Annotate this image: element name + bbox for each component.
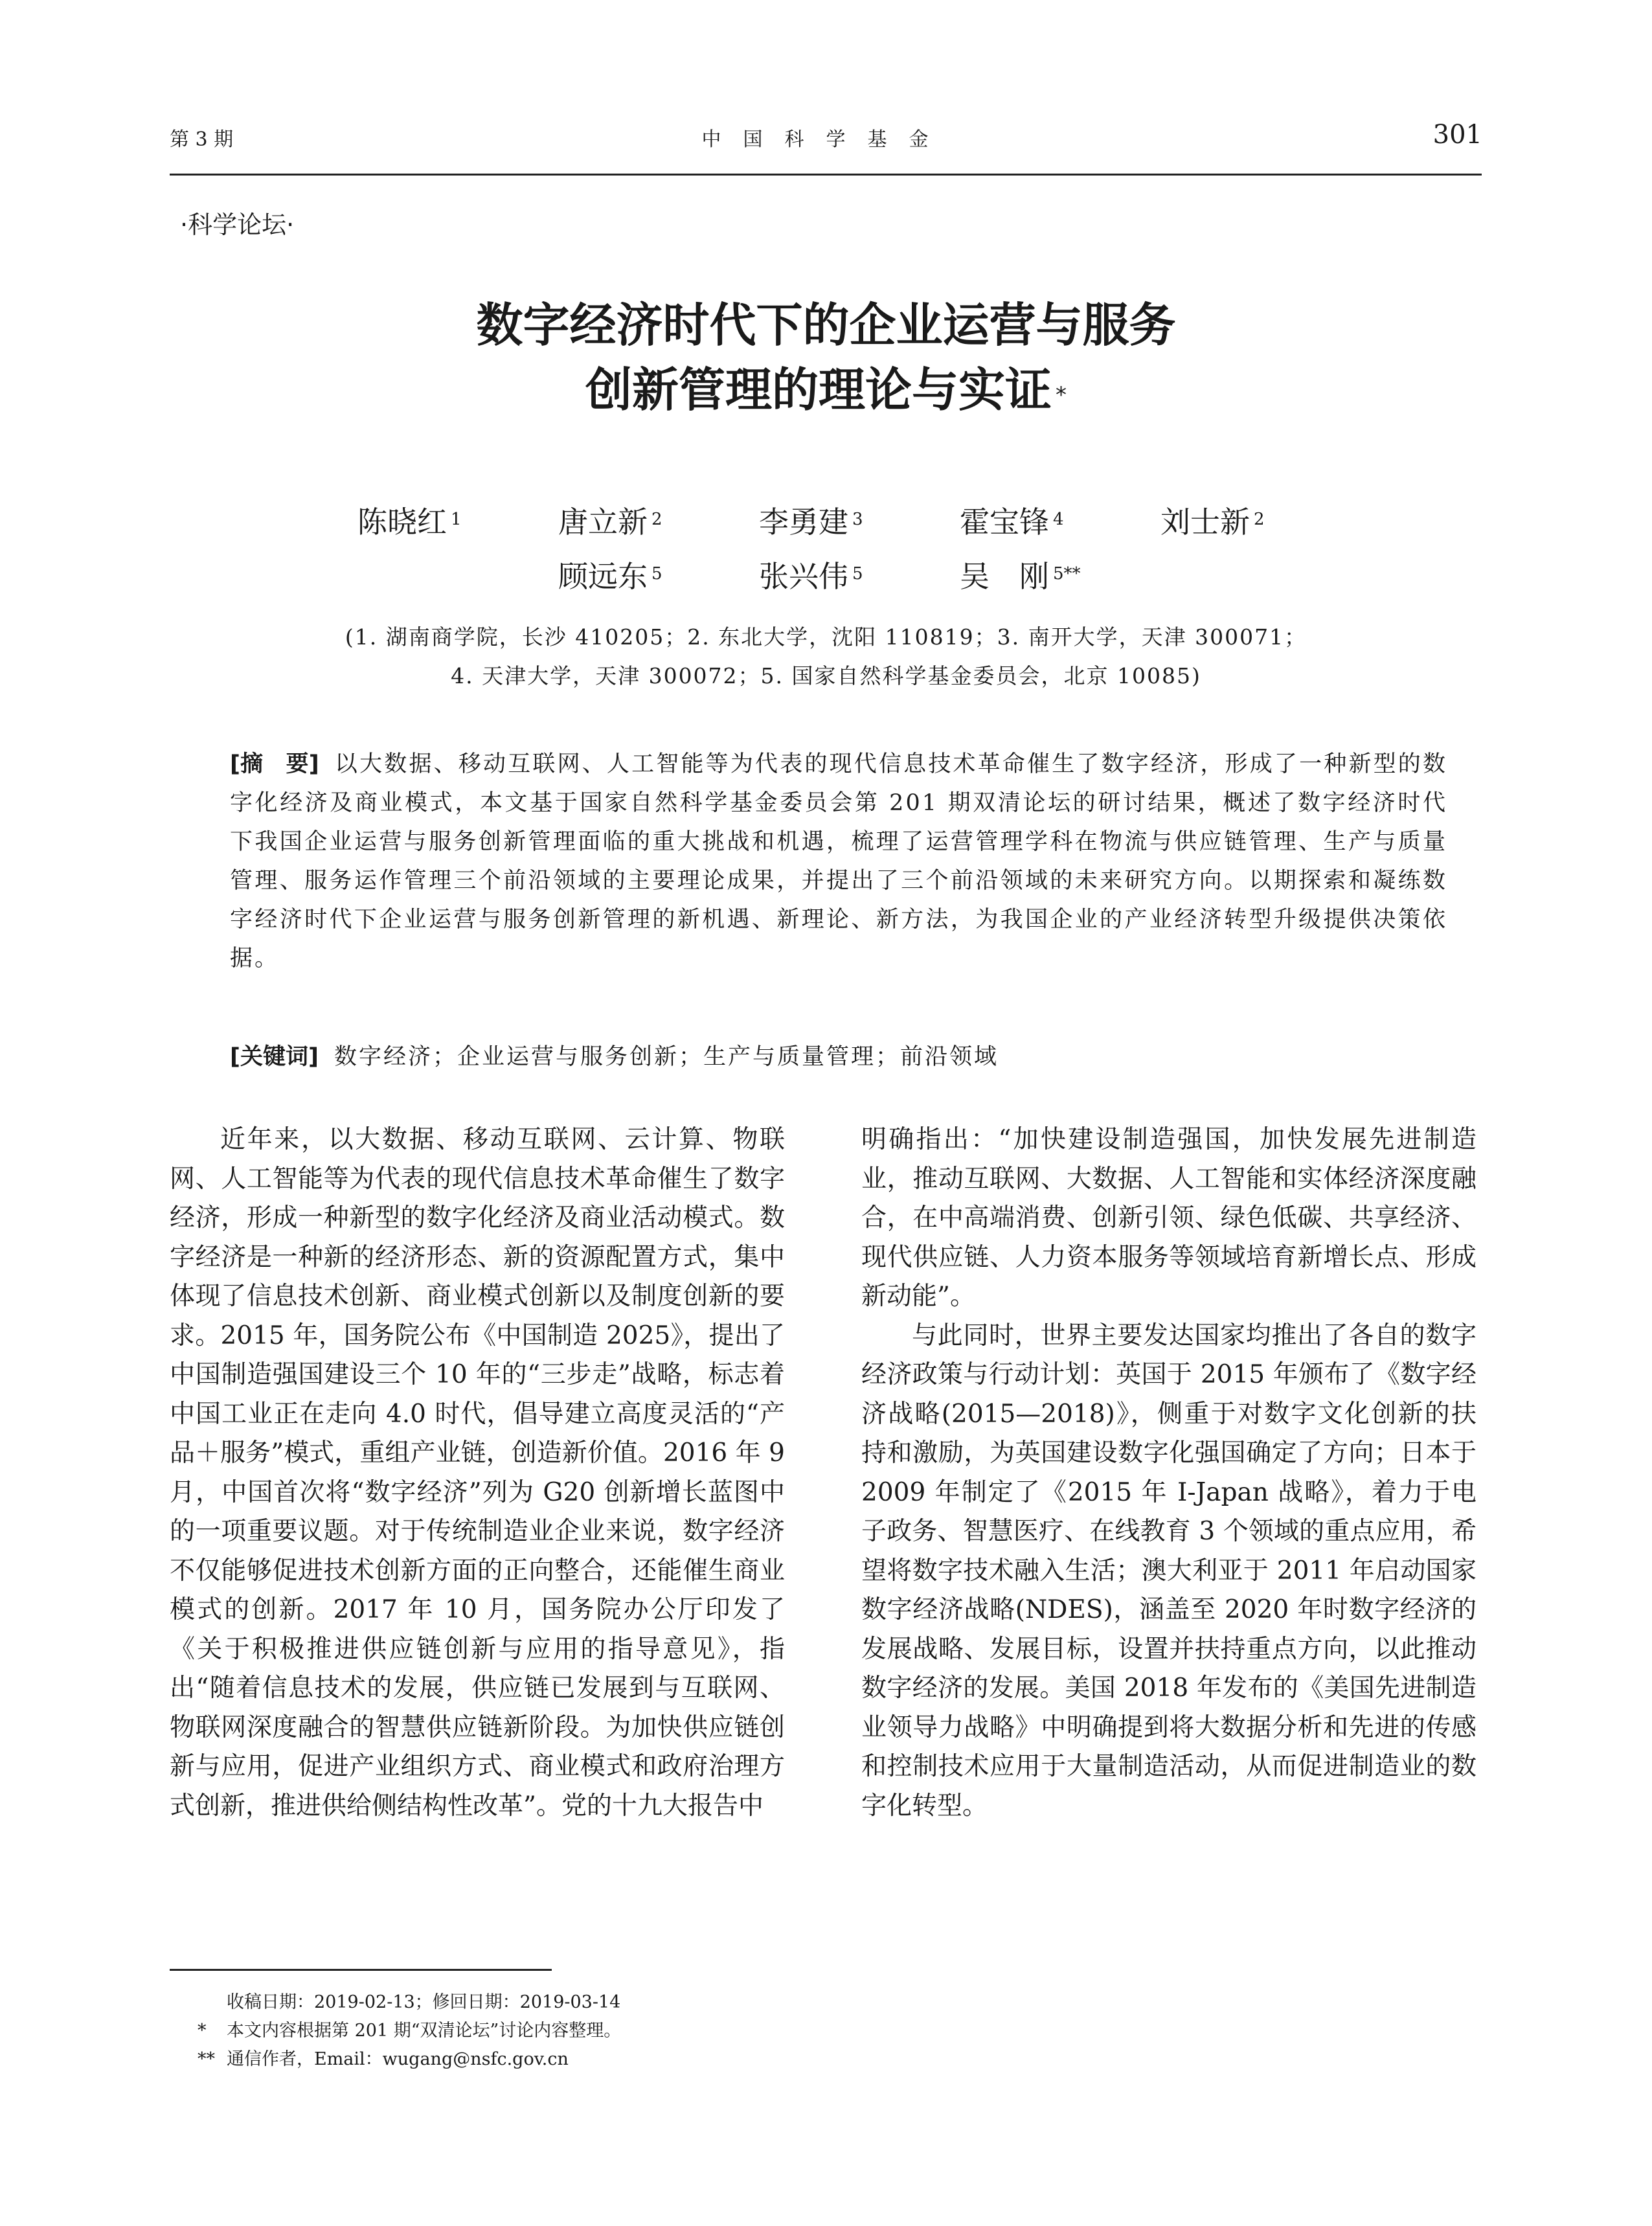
- abstract: [230, 745, 1447, 978]
- author: 张兴伟 $^5$: [759, 559, 863, 594]
- author: 顾远东 $^5$: [558, 559, 662, 594]
- received-date: 收稿日期：2019-02-13；修回日期：2019-03-14: [227, 1992, 621, 2012]
- journal-name: 中国科学基金: [701, 128, 951, 151]
- footnote-text: 通信作者，Email：wugang@nsfc.gov.cn: [227, 2049, 569, 2069]
- author: 刘士新 $^2$: [1160, 505, 1265, 539]
- footnote-marker: **: [198, 2049, 215, 2069]
- title-line-1: 数字经济时代下的企业运营与服务: [476, 298, 1176, 352]
- author: 陈晓红 $^1$: [357, 505, 462, 539]
- keywords-label: [关键词]: [230, 1044, 319, 1070]
- abstract-text: 以大数据、移动互联网、人工智能等为代表的现代信息技术革命催生了数字经济，形成了一种新型的数字化经济及商业模式，本文基于国家自然科学基金委员会第 201 期双清论坛的研讨结果，概述了数字经济时代下我国企业运营与服务创新管理面临的重大挑战和机遇，梳理了运营管理学科在物流与供应链管理、生产与质量管理、服务运作管理三个前沿领域的主要理论成果，并提出了三个前沿领域的未来研究方向。以期探索和凝练数字经济时代下企业运营与服务创新管理的新机遇、新理论、新方法，为我国企业的产业经济转型升级提供决策依据。: [230, 751, 1447, 971]
- title-line-2-text: 创新管理的理论与实证: [585, 363, 1052, 417]
- author: 李勇建 $^3$: [759, 505, 863, 539]
- page-number: 301: [1432, 120, 1482, 150]
- header-divider: [170, 174, 1482, 176]
- keywords-text: 数字经济；企业运营与服务创新；生产与质量管理；前沿领域: [334, 1044, 999, 1070]
- section-tag: ·科学论坛·: [180, 210, 295, 239]
- body-paragraph: 近年来，以大数据、移动互联网、云计算、物联网、人工智能等为代表的现代信息技术革命催生了数字经济，形成一种新型的数字化经济及商业活动模式。数字经济是一种新的经济形态、新的资源配置方式，集中体现了信息技术创新、商业模式创新以及制度创新的要求。2015 年，国务院公布《中国制造 2025》，提出了中国制造强国建设三个 10 年的“三步走”战略，标志着中国工业正在走向 4.0 时代，倡导建立高度灵活的“产品＋服务”模式，重组产业链，创造新价值。2016 年 9 月，中国首次将“数字经济”列为 G20 创新增长蓝图中的一项重要议题。对于传统制造业企业来说，数字经济不仅能够促进技术创新方面的正向整合，还能催生商业模式的创新。2017 年 10 月，国务院办公厅印发了《关于积极推进供应链创新与应用的指导意见》，指出“随着信息技术的发展，供应链已发展到与互联网、物联网深度融合的智慧供应链新阶段。为加快供应链创新与应用，促进产业组织方式、商业模式和政府治理方式创新，推进供给侧结构性改革”。党的十九大报告中: [170, 1125, 785, 1821]
- abstract-label: [摘 要]: [230, 751, 319, 777]
- footnote: [198, 2045, 569, 2074]
- footnote: [198, 2017, 621, 2045]
- body-paragraph: 明确指出：“加快建设制造强国，加快发展先进制造业，推动互联网、大数据、人工智能和实体经济深度融合，在中高端消费、创新引领、绿色低碳、共享经济、现代供应链、人力资本服务等领域培育新增长点、形成新动能”。: [861, 1125, 1477, 1311]
- author: 吴 刚 $^{5**}$: [960, 559, 1081, 594]
- title-line-2: [0, 358, 1652, 422]
- footnote-divider: [170, 1969, 552, 1971]
- footnote-marker: *: [198, 2021, 207, 2041]
- author: 唐立新 $^2$: [558, 505, 662, 539]
- author: 霍宝锋 $^4$: [960, 505, 1064, 539]
- body-right-column: [861, 1120, 1477, 1826]
- body-left-column: [170, 1120, 785, 1826]
- body-paragraph: 与此同时，世界主要发达国家均推出了各自的数字经济政策与行动计划：英国于 2015 年颁布了《数字经济战略(2015—2018)》，侧重于对数字文化创新的扶持和激励，为英国建设数字化强国确定了方向；日本于 2009 年制定了《2015 年 I-Japan 战略》，着力于电子政务、智慧医疗、在线教育 3 个领域的重点应用，希望将数字技术融入生活；澳大利亚于 2011 年启动国家数字经济战略(NDES)，涵盖至 2020 年时数字经济的发展战略、发展目标，设置并扶持重点方向，以此推动数字经济的发展。美国 2018 年发布的《美国先进制造业领导力战略》中明确提到将大数据分析和先进的传感和控制技术应用于大量制造活动，从而促进制造业的数字化转型。: [861, 1321, 1477, 1821]
- footnote-text: 本文内容根据第 201 期“双清论坛”讨论内容整理。: [227, 2021, 622, 2041]
- keywords: [230, 1038, 1447, 1076]
- affiliation-line-2: 4. 天津大学，天津 300072；5. 国家自然科学基金委员会，北京 10085): [451, 663, 1201, 688]
- affiliation-line-1: (1. 湖南商学院，长沙 410205；2. 东北大学，沈阳 110819；3. 南开大学，天津 300071；: [345, 624, 1307, 650]
- issue-number: 第 3 期: [170, 128, 234, 151]
- title-footnote-marker: *: [1056, 382, 1067, 408]
